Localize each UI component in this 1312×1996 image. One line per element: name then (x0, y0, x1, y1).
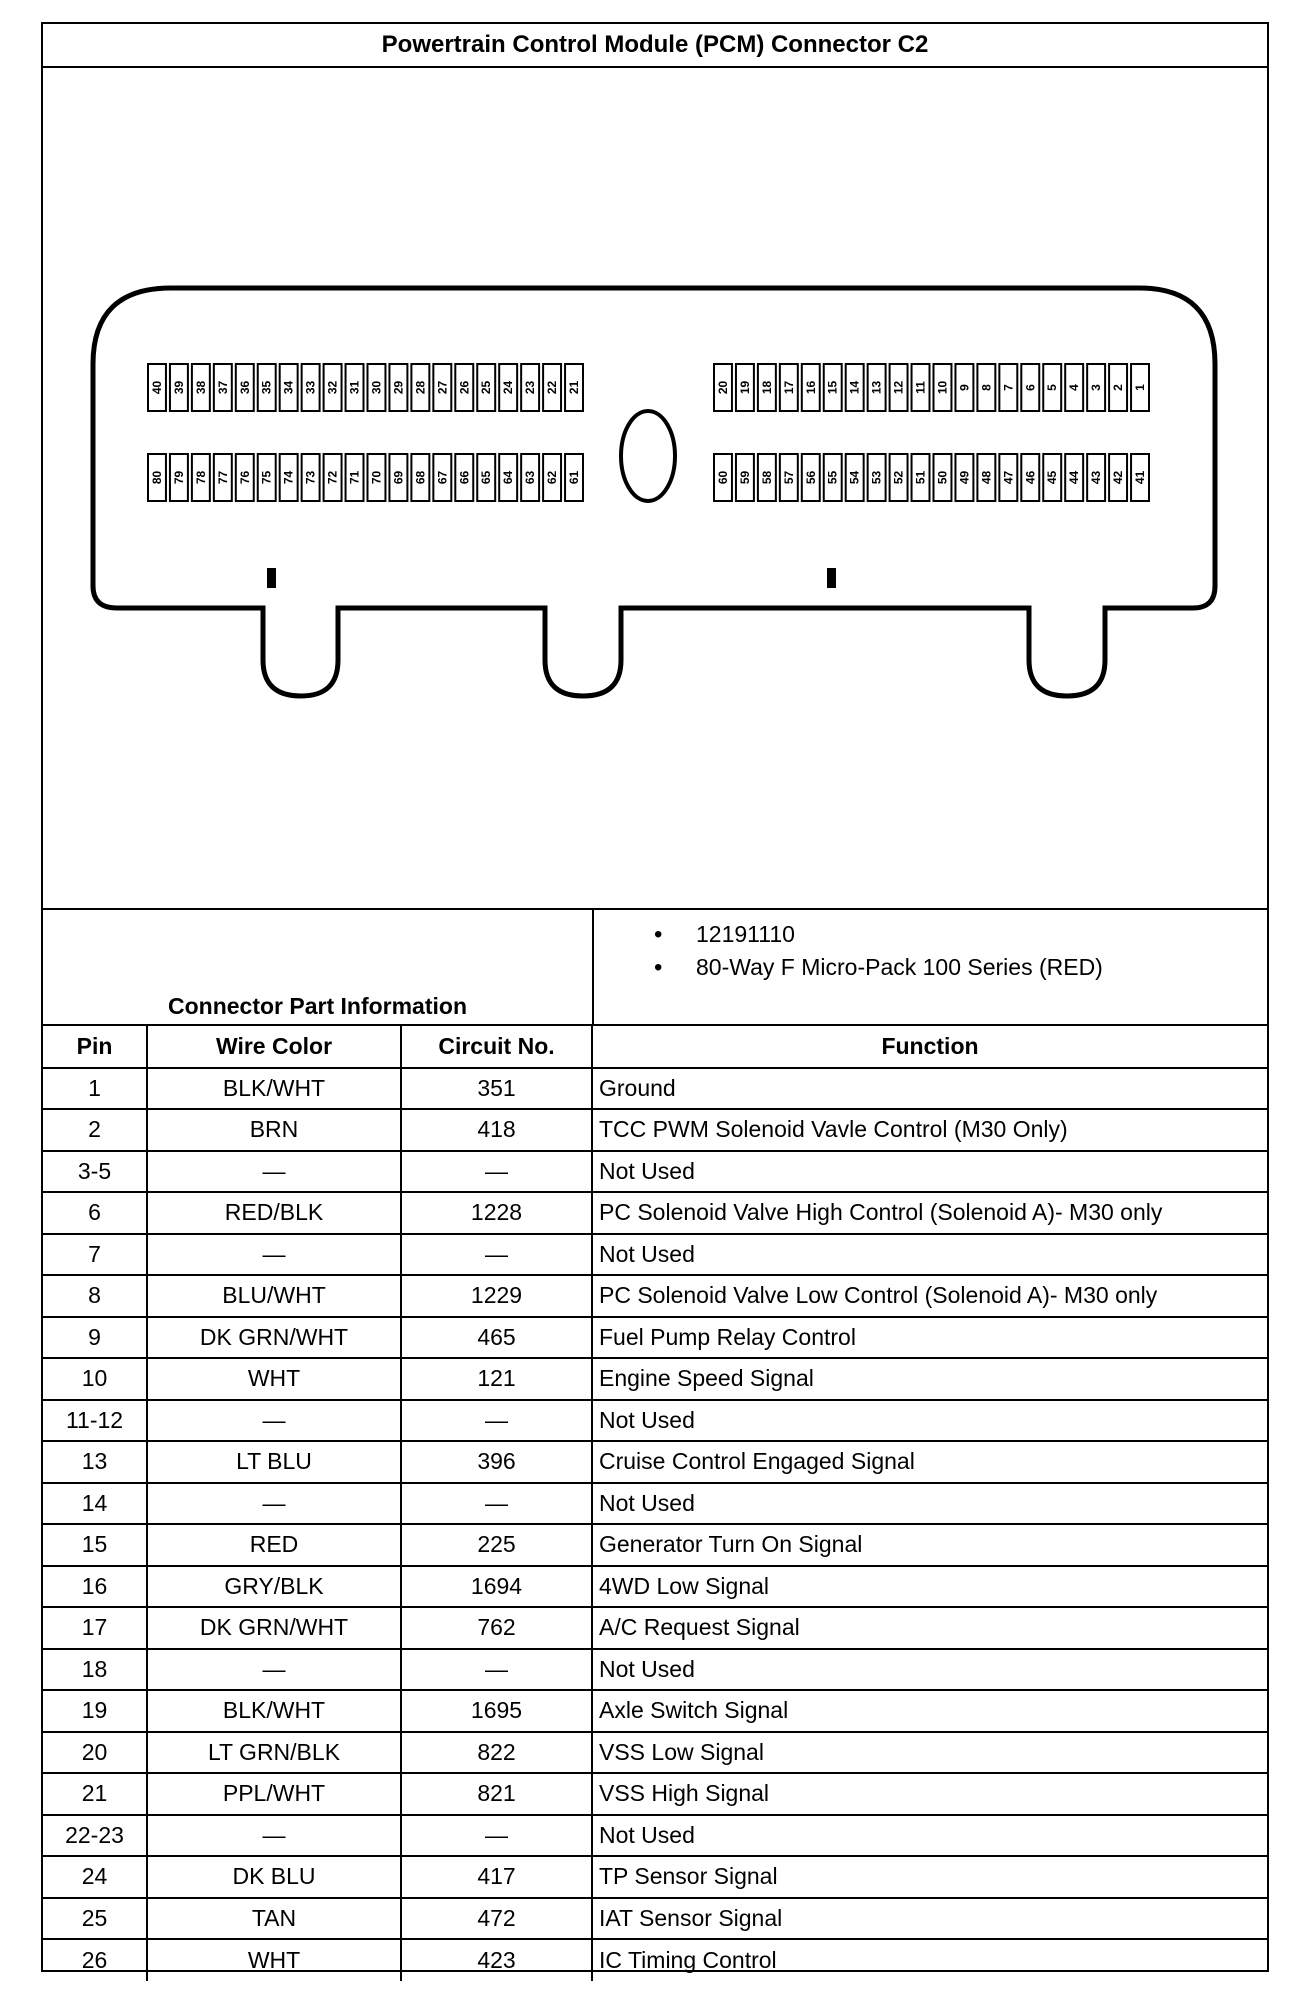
table-row (43, 1317, 1267, 1359)
circuit-cell: 472 (401, 1898, 592, 1940)
pin-number-label: 68 (413, 470, 428, 485)
function-cell: Not Used (592, 1234, 1267, 1276)
pin-cell: 15 (43, 1524, 147, 1566)
pin-cell: 3-5 (43, 1151, 147, 1193)
function-cell: 4WD Low Signal (592, 1566, 1267, 1608)
circuit-cell: 423 (401, 1939, 592, 1981)
wire-color-cell: DK GRN/WHT (147, 1317, 401, 1359)
function-cell: Engine Speed Signal (592, 1358, 1267, 1400)
header-pin: Pin (43, 1026, 147, 1068)
pin-number-label: 42 (1111, 470, 1126, 485)
pin-number-label: 18 (759, 380, 774, 395)
table-row (43, 1607, 1267, 1649)
connector-description: • 80-Way F Micro-Pack 100 Series (RED) (654, 951, 1267, 984)
key-mark-right (827, 568, 836, 588)
function-cell: Generator Turn On Signal (592, 1524, 1267, 1566)
pin-cell: 25 (43, 1898, 147, 1940)
function-cell: Ground (592, 1068, 1267, 1110)
pin-number-label: 19 (737, 380, 752, 395)
pin-number-label: 37 (215, 380, 230, 395)
pin-number-label: 33 (303, 380, 318, 395)
circuit-cell: — (401, 1815, 592, 1857)
part-number: • 12191110 (654, 918, 1267, 951)
pin-cell: 19 (43, 1690, 147, 1732)
circuit-cell: 822 (401, 1732, 592, 1774)
pin-number-label: 48 (979, 470, 994, 485)
pin-cell: 14 (43, 1483, 147, 1525)
table-row (43, 1483, 1267, 1525)
circuit-cell: 418 (401, 1109, 592, 1151)
pin-number-label: 29 (391, 380, 406, 395)
pin-cell: 2 (43, 1109, 147, 1151)
pin-number-label: 75 (259, 470, 274, 485)
pin-cell: 20 (43, 1732, 147, 1774)
pin-number-label: 11 (913, 381, 928, 394)
pin-number-label: 7 (1001, 384, 1016, 391)
circuit-cell: — (401, 1483, 592, 1525)
pin-number-label: 3 (1089, 384, 1104, 391)
pin-number-label: 49 (957, 470, 972, 485)
function-cell: Not Used (592, 1649, 1267, 1691)
table-row (43, 1649, 1267, 1691)
circuit-cell: 1229 (401, 1275, 592, 1317)
circuit-cell: 351 (401, 1068, 592, 1110)
pin-number-label: 4 (1067, 384, 1082, 391)
pin-number-label: 56 (803, 470, 818, 485)
pin-cell: 13 (43, 1441, 147, 1483)
wire-color-cell: WHT (147, 1358, 401, 1400)
pin-number-label: 67 (435, 470, 450, 485)
table-row (43, 1773, 1267, 1815)
function-cell: Fuel Pump Relay Control (592, 1317, 1267, 1359)
pin-number-label: 28 (413, 380, 428, 395)
function-cell: Not Used (592, 1483, 1267, 1525)
pin-number-label: 44 (1067, 470, 1082, 485)
function-cell: A/C Request Signal (592, 1607, 1267, 1649)
function-cell: VSS Low Signal (592, 1732, 1267, 1774)
pin-cell: 1 (43, 1068, 147, 1110)
pin-number-label: 46 (1023, 470, 1038, 485)
circuit-cell: — (401, 1151, 592, 1193)
pin-number-label: 69 (391, 470, 406, 485)
pin-number-label: 12 (891, 380, 906, 395)
table-row (43, 1234, 1267, 1276)
connector-part-info-title: Connector Part Information (167, 993, 467, 1019)
circuit-cell: — (401, 1400, 592, 1442)
pin-number-label: 38 (193, 380, 208, 395)
pin-number-label: 55 (825, 470, 840, 485)
pin-number-label: 65 (479, 470, 494, 485)
table-row (43, 1068, 1267, 1110)
pin-number-label: 15 (825, 380, 840, 395)
pin-number-label: 51 (913, 470, 928, 485)
key-mark-left (267, 568, 276, 588)
pin-number-label: 73 (303, 470, 318, 485)
pin-number-label: 50 (935, 470, 950, 485)
circuit-cell: 821 (401, 1773, 592, 1815)
pin-number-label: 45 (1045, 470, 1060, 485)
wire-color-cell: GRY/BLK (147, 1566, 401, 1608)
header-function: Function (592, 1026, 1267, 1068)
connector-part-info (43, 908, 1267, 1026)
pin-number-label: 23 (523, 380, 538, 395)
pin-number-label: 26 (457, 380, 472, 395)
pin-number-label: 31 (347, 380, 362, 395)
table-row (43, 1690, 1267, 1732)
table-row (43, 1856, 1267, 1898)
pin-number-label: 6 (1023, 384, 1038, 391)
pin-number-label: 40 (149, 380, 164, 395)
circuit-cell: 121 (401, 1358, 592, 1400)
pin-table (43, 1026, 1267, 1981)
function-cell: PC Solenoid Valve High Control (Solenoid A)- M30 only (592, 1192, 1267, 1234)
wire-color-cell: RED/BLK (147, 1192, 401, 1234)
circuit-cell: — (401, 1234, 592, 1276)
pin-number-label: 36 (237, 380, 252, 395)
pin-number-label: 17 (781, 380, 796, 395)
pin-grid (93, 288, 1215, 696)
pin-number-label: 34 (281, 380, 296, 395)
table-row (43, 1151, 1267, 1193)
pin-number-label: 43 (1089, 470, 1104, 485)
pin-number-label: 32 (325, 380, 340, 395)
wire-color-cell: BLK/WHT (147, 1068, 401, 1110)
connector-diagram (43, 68, 1267, 908)
pin-cell: 22-23 (43, 1815, 147, 1857)
pin-number-label: 35 (259, 380, 274, 395)
pin-number-label: 72 (325, 470, 340, 485)
circuit-cell: 1694 (401, 1566, 592, 1608)
table-row (43, 1400, 1267, 1442)
pin-number-label: 54 (847, 470, 862, 485)
pin-number-label: 57 (781, 470, 796, 485)
circuit-cell: 762 (401, 1607, 592, 1649)
pin-number-label: 13 (869, 380, 884, 395)
function-cell: IC Timing Control (592, 1939, 1267, 1981)
wire-color-cell: BLK/WHT (147, 1690, 401, 1732)
function-cell: PC Solenoid Valve Low Control (Solenoid A)- M30 only (592, 1275, 1267, 1317)
page-title: Powertrain Control Module (PCM) Connector C2 (43, 24, 1267, 68)
pin-number-label: 60 (715, 470, 730, 485)
pin-cell: 11-12 (43, 1400, 147, 1442)
function-cell: VSS High Signal (592, 1773, 1267, 1815)
wire-color-cell: RED (147, 1524, 401, 1566)
pin-number-label: 20 (715, 380, 730, 395)
function-cell: TCC PWM Solenoid Vavle Control (M30 Only) (592, 1109, 1267, 1151)
wire-color-cell: TAN (147, 1898, 401, 1940)
pin-cell: 7 (43, 1234, 147, 1276)
table-row (43, 1358, 1267, 1400)
pin-number-label: 78 (193, 470, 208, 485)
pin-number-label: 14 (847, 380, 862, 395)
pin-number-label: 24 (501, 380, 516, 395)
wire-color-cell: LT BLU (147, 1441, 401, 1483)
pin-cell: 16 (43, 1566, 147, 1608)
connector-sheet (41, 22, 1269, 1972)
pin-number-label: 47 (1001, 470, 1016, 485)
wire-color-cell: PPL/WHT (147, 1773, 401, 1815)
pin-number-label: 76 (237, 470, 252, 485)
table-row (43, 1192, 1267, 1234)
function-cell: TP Sensor Signal (592, 1856, 1267, 1898)
table-row (43, 1815, 1267, 1857)
wire-color-cell: — (147, 1151, 401, 1193)
pin-number-label: 58 (759, 470, 774, 485)
wire-color-cell: DK BLU (147, 1856, 401, 1898)
pin-number-label: 10 (935, 380, 950, 395)
pin-cell: 17 (43, 1607, 147, 1649)
table-row (43, 1898, 1267, 1940)
pin-number-label: 2 (1111, 384, 1126, 391)
pin-number-label: 16 (803, 380, 818, 395)
pin-number-label: 39 (171, 380, 186, 395)
pin-number-label: 1 (1133, 384, 1148, 391)
circuit-cell: 1695 (401, 1690, 592, 1732)
pin-number-label: 53 (869, 470, 884, 485)
wire-color-cell: BLU/WHT (147, 1275, 401, 1317)
pin-number-label: 70 (369, 470, 384, 485)
circuit-cell: 417 (401, 1856, 592, 1898)
table-row (43, 1275, 1267, 1317)
pin-cell: 8 (43, 1275, 147, 1317)
wire-color-cell: BRN (147, 1109, 401, 1151)
pin-number-label: 25 (479, 380, 494, 395)
wire-color-cell: — (147, 1483, 401, 1525)
pin-number-label: 74 (281, 470, 296, 485)
wire-color-cell: WHT (147, 1939, 401, 1981)
function-cell: Axle Switch Signal (592, 1690, 1267, 1732)
pin-number-label: 8 (979, 384, 994, 391)
table-row (43, 1939, 1267, 1981)
header-wire-color: Wire Color (147, 1026, 401, 1068)
pin-number-label: 41 (1133, 470, 1148, 485)
wire-color-cell: LT GRN/BLK (147, 1732, 401, 1774)
connector-part-info-list (594, 910, 1267, 1032)
pin-number-label: 27 (435, 380, 450, 395)
pin-number-label: 21 (567, 380, 582, 395)
wire-color-cell: — (147, 1815, 401, 1857)
circuit-cell: 396 (401, 1441, 592, 1483)
pin-number-label: 63 (523, 470, 538, 485)
pin-number-label: 71 (347, 470, 362, 485)
pin-number-label: 64 (501, 470, 516, 485)
table-header-row (43, 1026, 1267, 1068)
pin-number-label: 66 (457, 470, 472, 485)
circuit-cell: 1228 (401, 1192, 592, 1234)
pin-number-label: 77 (215, 470, 230, 485)
pin-number-label: 79 (171, 470, 186, 485)
pin-cell: 26 (43, 1939, 147, 1981)
function-cell: IAT Sensor Signal (592, 1898, 1267, 1940)
pin-number-label: 5 (1045, 384, 1060, 391)
function-cell: Not Used (592, 1400, 1267, 1442)
pin-number-label: 59 (737, 470, 752, 485)
function-cell: Cruise Control Engaged Signal (592, 1441, 1267, 1483)
center-boss (621, 411, 675, 501)
connector-drawing (43, 68, 1267, 908)
pin-number-label: 30 (369, 380, 384, 395)
pin-number-label: 9 (957, 384, 972, 391)
wire-color-cell: — (147, 1400, 401, 1442)
circuit-cell: 225 (401, 1524, 592, 1566)
circuit-cell: — (401, 1649, 592, 1691)
pin-number-label: 22 (545, 380, 560, 395)
pin-number-label: 52 (891, 470, 906, 485)
table-row (43, 1441, 1267, 1483)
pin-cell: 21 (43, 1773, 147, 1815)
pin-cell: 18 (43, 1649, 147, 1691)
pin-cell: 6 (43, 1192, 147, 1234)
wire-color-cell: — (147, 1234, 401, 1276)
function-cell: Not Used (592, 1151, 1267, 1193)
pin-number-label: 80 (149, 470, 164, 485)
circuit-cell: 465 (401, 1317, 592, 1359)
wire-color-cell: — (147, 1649, 401, 1691)
wire-color-cell: DK GRN/WHT (147, 1607, 401, 1649)
table-row (43, 1109, 1267, 1151)
table-row (43, 1732, 1267, 1774)
pin-cell: 10 (43, 1358, 147, 1400)
pin-cell: 24 (43, 1856, 147, 1898)
connector-part-info-label (43, 910, 594, 1024)
table-row (43, 1566, 1267, 1608)
function-cell: Not Used (592, 1815, 1267, 1857)
header-circuit: Circuit No. (401, 1026, 592, 1068)
pin-number-label: 62 (545, 470, 560, 485)
pin-cell: 9 (43, 1317, 147, 1359)
pin-number-label: 61 (567, 470, 582, 485)
table-row (43, 1524, 1267, 1566)
